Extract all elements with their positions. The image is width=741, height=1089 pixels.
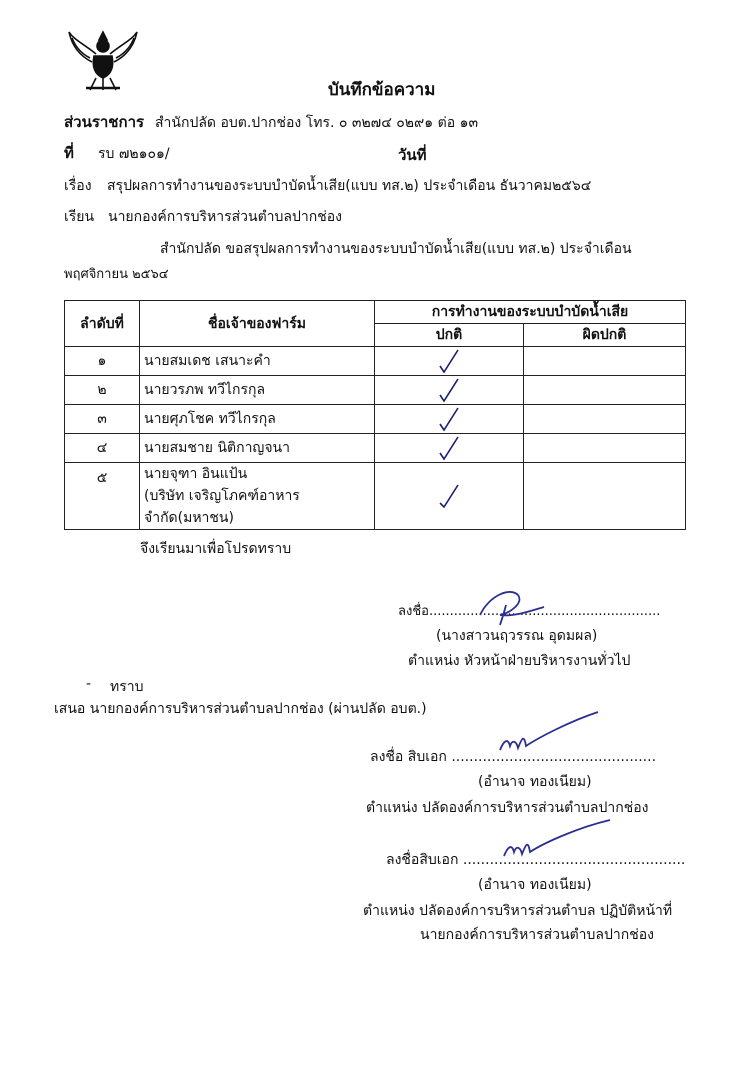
checkmark-icon <box>434 348 464 374</box>
signature-line-2: ลงชื่อ สิบเอก .............................................. <box>370 749 657 765</box>
closing-text: จึงเรียนมาเพื่อโปรดทราบ <box>140 541 292 557</box>
signature-line-1: ลงชื่อ........................................................ <box>398 604 661 619</box>
farm-status-table <box>64 300 686 530</box>
column-header-normal: ปกติ <box>375 324 524 347</box>
table-row <box>65 347 686 376</box>
signature-3-icon <box>500 818 614 864</box>
abnormal-cell <box>524 434 686 463</box>
table-row <box>65 463 686 530</box>
department-value: สำนักปลัด อบต.ปากช่อง โทร. ๐ ๓๒๗๔ ๐๒๙๑ ต่อ ๑๓ <box>155 115 479 131</box>
row-number: ๑ <box>65 347 140 376</box>
reference-label: ที่ <box>64 144 74 162</box>
acknowledged-text: ทราบ <box>110 679 144 695</box>
column-header-operation: การทำงานของระบบบำบัดน้ำเสีย <box>375 301 686 324</box>
checkmark-icon <box>434 483 464 509</box>
checkmark-icon <box>434 406 464 432</box>
subject-label: เรื่อง <box>64 178 92 194</box>
signer-3-position-line2: นายกองค์การบริหารส่วนตำบลปากช่อง <box>420 927 654 943</box>
normal-cell <box>375 463 524 530</box>
abnormal-cell <box>524 405 686 434</box>
reference-value: รบ ๗๒๑๐๑/ <box>98 146 170 162</box>
checkmark-icon <box>434 377 464 403</box>
date-label: วันที่ <box>398 146 427 164</box>
signer-3-name: (อำนาจ ทองเนียม) <box>478 877 592 893</box>
farm-owner-name: นายจุฑา อินแป้น <box>144 466 248 482</box>
normal-cell <box>375 434 524 463</box>
farm-owner-name: นายศุภโชค ทวีไกรกุล <box>140 405 375 434</box>
table-row <box>65 376 686 405</box>
abnormal-cell <box>524 376 686 405</box>
abnormal-cell <box>524 347 686 376</box>
column-header-abnormal: ผิดปกติ <box>524 324 686 347</box>
recipient-value: นายกองค์การบริหารส่วนตำบลปากช่อง <box>108 209 342 225</box>
column-header-no: ลำดับที่ <box>65 301 140 347</box>
recipient-label: เรียน <box>64 209 95 225</box>
note-dash: - <box>86 676 92 692</box>
subject-value: สรุปผลการทำงานของระบบบำบัดน้ำเสีย(แบบ ทส.๒) ประจำเดือน ธันวาคม๒๕๖๔ <box>107 178 592 194</box>
column-header-name: ชื่อเจ้าของฟาร์ม <box>140 301 375 347</box>
page-title: บันทึกข้อความ <box>328 80 436 100</box>
signature-1-icon <box>470 585 560 627</box>
row-number: ๓ <box>65 405 140 434</box>
table-row <box>65 405 686 434</box>
farm-owner-name: นายวรภพ ทวีไกรกุล <box>140 376 375 405</box>
body-text-line2: พฤศจิกายน ๒๕๖๔ <box>64 267 169 282</box>
department-label: ส่วนราชการ <box>64 113 145 131</box>
signer-1-position: ตำแหน่ง หัวหน้าฝ่ายบริหารงานทั่วไป <box>408 653 631 669</box>
normal-cell <box>375 347 524 376</box>
body-text-line1: สำนักปลัด ขอสรุปผลการทำงานของระบบบำบัดน้ำเสีย(แบบ ทส.๒) ประจำเดือน <box>160 241 632 257</box>
farm-owner-name: นายสมเดช เสนาะคำ <box>140 347 375 376</box>
checkmark-icon <box>434 435 464 461</box>
farm-owner-name: นายสมชาย นิติกาญจนา <box>140 434 375 463</box>
farm-owner-name-cell <box>140 463 375 530</box>
garuda-emblem-icon <box>66 26 140 94</box>
normal-cell <box>375 405 524 434</box>
table-header-row <box>65 301 686 324</box>
row-number: ๕ <box>65 463 140 530</box>
normal-cell <box>375 376 524 405</box>
signer-2-name: (อำนาจ ทองเนียม) <box>478 774 592 790</box>
proposal-text: เสนอ นายกองค์การบริหารส่วนตำบลปากช่อง (ผ่านปลัด อบต.) <box>54 701 427 717</box>
row-number: ๔ <box>65 434 140 463</box>
signature-line-3: ลงชื่อสิบเอก .................................................. <box>386 852 686 868</box>
signer-1-name: (นางสาวนฤวรรณ อุดมผล) <box>436 628 598 644</box>
row-number: ๒ <box>65 376 140 405</box>
abnormal-cell <box>524 463 686 530</box>
farm-owner-company: (บริษัท เจริญโภคฑ์อาหารจำกัด(มหาชน) <box>144 488 300 526</box>
signer-2-position: ตำแหน่ง ปลัดองค์การบริหารส่วนตำบลปากช่อง <box>366 800 649 816</box>
signature-2-icon <box>498 710 602 758</box>
table-row <box>65 434 686 463</box>
signer-3-position: ตำแหน่ง ปลัดองค์การบริหารส่วนตำบล ปฏิบัติหน้าที่ <box>363 903 673 919</box>
